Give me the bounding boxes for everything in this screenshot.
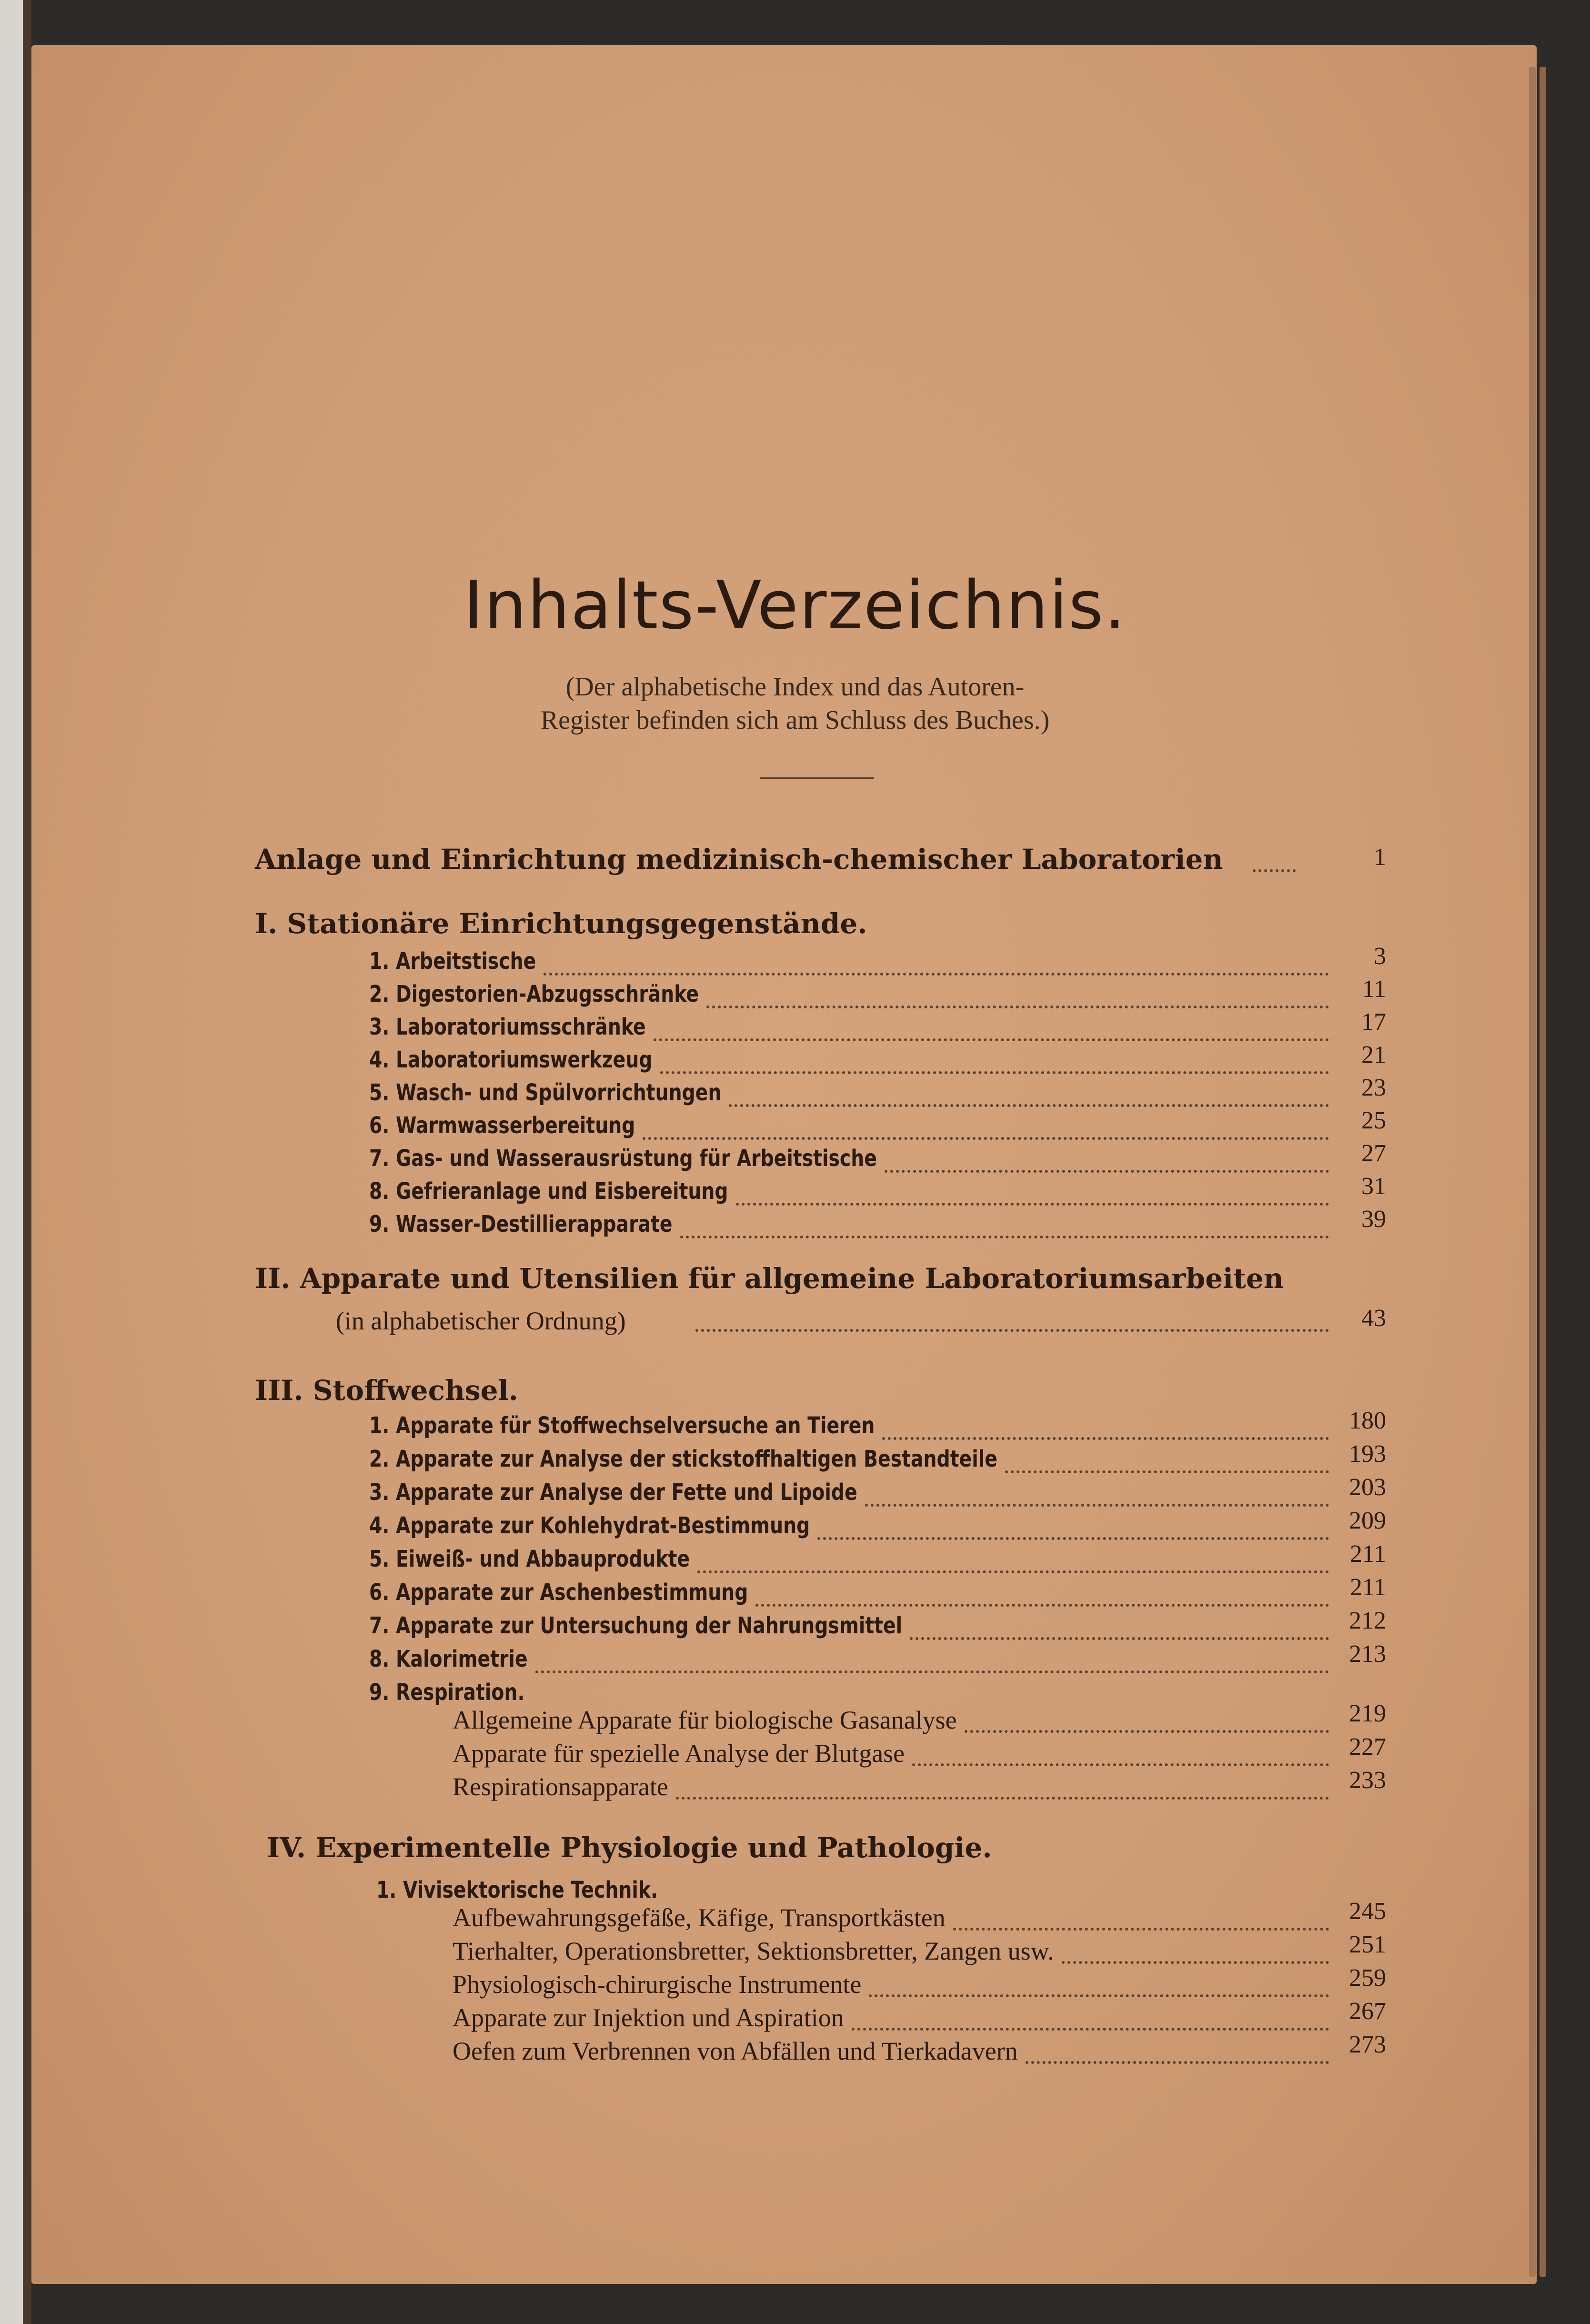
- toc-page-number: 17: [1361, 1008, 1386, 1036]
- toc-entry-text: 3. Apparate zur Analyse der Fette und Lipoide: [369, 1479, 857, 1506]
- toc-entry-text: (in alphabetischer Ordnung): [336, 1307, 626, 1335]
- leader-dots: [865, 1504, 1329, 1507]
- leader-dots: [910, 1637, 1329, 1640]
- binding-edge: [23, 0, 31, 2324]
- toc-entry-text: Apparate für spezielle Analyse der Blutgase: [453, 1739, 905, 1768]
- toc-entry-text: Allgemeine Apparate für biologische Gasanalyse: [453, 1706, 957, 1734]
- toc-entry-text: 9. Wasser-Destillierapparate: [369, 1211, 673, 1237]
- toc-entry-text: 8. Kalorimetrie: [369, 1646, 528, 1672]
- toc-entry-text: 2. Apparate zur Analyse der stickstoffhaltigen Bestandteile: [369, 1446, 997, 1472]
- toc-entry-text: 2. Digestorien-Abzugsschränke: [369, 981, 699, 1007]
- leader-dots: [543, 973, 1329, 976]
- leader-dots: [680, 1236, 1329, 1238]
- toc-page-number: 219: [1349, 1700, 1386, 1727]
- leader-dots: [852, 2028, 1329, 2031]
- leader-dots: [882, 1437, 1329, 1440]
- leader-dots: [660, 1071, 1329, 1074]
- toc-intro-title: Anlage und Einrichtung medizinisch-chemischer Laboratorien: [255, 843, 1223, 875]
- toc-entry-text: 6. Apparate zur Aschenbestimmung: [369, 1579, 748, 1606]
- leader-dots: [706, 1006, 1329, 1008]
- toc-page-number: 193: [1349, 1440, 1386, 1468]
- toc-entry-text: 6. Warmwasserbereitung: [369, 1112, 635, 1139]
- page-title: Inhalts-Verzeichnis.: [463, 567, 1127, 644]
- toc-page-number: 31: [1361, 1173, 1386, 1200]
- toc-entry-text: 3. Laboratoriumsschränke: [369, 1014, 646, 1040]
- toc-section-heading: IV. Experimentelle Physiologie und Pathologie.: [267, 1831, 992, 1864]
- toc-page-number: 251: [1349, 1931, 1386, 1958]
- toc-page-number: 212: [1349, 1607, 1386, 1634]
- toc-page-number: 1: [1374, 844, 1386, 871]
- toc-page-number: 39: [1361, 1206, 1386, 1233]
- toc-entry-text: 1. Apparate für Stoffwechselversuche an Tieren: [369, 1412, 875, 1439]
- leader-dots: [965, 1730, 1329, 1733]
- toc-page-number: 245: [1349, 1898, 1386, 1925]
- toc-page-number: 233: [1349, 1767, 1386, 1794]
- toc-section-heading: III. Stoffwechsel.: [255, 1374, 518, 1407]
- toc-page-number: 213: [1349, 1640, 1386, 1668]
- toc-page-number: 267: [1349, 1998, 1386, 2025]
- toc-section-heading: I. Stationäre Einrichtungsgegenstände.: [255, 907, 867, 940]
- toc-page-number: 227: [1349, 1733, 1386, 1761]
- toc-page-number: 180: [1349, 1407, 1386, 1434]
- toc-entry-text: Tierhalter, Operationsbretter, Sektionsbretter, Zangen usw.: [453, 1937, 1054, 1965]
- leader-dots: [676, 1797, 1329, 1800]
- toc-section-heading: II. Apparate und Utensilien für allgemeine Laboratoriumsarbeiten: [255, 1262, 1284, 1295]
- leader-dots: [953, 1928, 1329, 1931]
- toc-page-number: 27: [1361, 1140, 1386, 1167]
- toc-entry-text: Physiologisch-chirurgische Instrumente: [453, 1970, 862, 1999]
- toc-entry-text: Oefen zum Verbrennen von Abfällen und Tierkadavern: [453, 2037, 1018, 2065]
- leader-dots: [697, 1570, 1329, 1573]
- index-note-line-1: (Der alphabetische Index und das Autoren-: [565, 672, 1025, 702]
- toc-page-number: 25: [1361, 1107, 1386, 1134]
- toc-page-number: 209: [1349, 1507, 1386, 1534]
- toc-entry-text: 5. Wasch- und Spülvorrichtungen: [369, 1079, 722, 1106]
- leader-dots: [869, 1994, 1329, 1997]
- leader-dots: [885, 1170, 1329, 1173]
- toc-page-number: 11: [1362, 976, 1386, 1003]
- leader-dots: [535, 1670, 1329, 1673]
- toc-entry-text: 4. Apparate zur Kohlehydrat-Bestimmung: [369, 1512, 810, 1539]
- toc-page-number: 211: [1349, 1574, 1386, 1601]
- leader-dots: [729, 1104, 1329, 1107]
- leader-dots: [1253, 869, 1296, 872]
- divider-rule: [760, 777, 874, 779]
- leader-dots: [643, 1137, 1329, 1140]
- toc-entry-text: Apparate zur Injektion und Aspiration: [453, 2003, 844, 2032]
- toc-entry-text: Respirationsapparate: [453, 1772, 668, 1801]
- toc-entry-text: 7. Apparate zur Untersuchung der Nahrungsmittel: [369, 1612, 903, 1639]
- leader-dots: [1005, 1470, 1329, 1473]
- toc-page-number: 23: [1361, 1074, 1386, 1101]
- toc-entry-text: 1. Arbeitstische: [369, 948, 536, 975]
- toc-entry-text: 9. Respiration.: [369, 1679, 525, 1706]
- toc-page-number: 43: [1361, 1305, 1386, 1332]
- toc-entry-text: Aufbewahrungsgefäße, Käfige, Transportkästen: [453, 1903, 946, 1932]
- scan-margin: [0, 0, 23, 2324]
- page-edge: [1540, 67, 1546, 2277]
- index-note-line-2: Register befinden sich am Schluss des Buches.): [540, 705, 1050, 735]
- toc-page-number: 211: [1349, 1540, 1386, 1568]
- leader-dots: [736, 1203, 1329, 1206]
- leader-dots: [755, 1604, 1329, 1607]
- leader-dots: [912, 1763, 1329, 1766]
- toc-page-number: 21: [1361, 1041, 1386, 1068]
- toc-page-number: 203: [1349, 1474, 1386, 1501]
- toc-page-number: 273: [1349, 2031, 1386, 2058]
- toc-page-number: 3: [1374, 943, 1386, 970]
- toc-page-number: 259: [1349, 1964, 1386, 1992]
- toc-entry-text: 5. Eiweiß- und Abbauprodukte: [369, 1546, 690, 1572]
- leader-dots: [695, 1329, 1329, 1332]
- toc-entry-text: 8. Gefrieranlage und Eisbereitung: [369, 1178, 728, 1205]
- toc-entry-text: 7. Gas- und Wasserausrüstung für Arbeitstische: [369, 1145, 877, 1172]
- leader-dots: [1026, 2061, 1329, 2064]
- leader-dots: [1062, 1961, 1329, 1964]
- toc-entry-text: 1. Vivisektorische Technik.: [376, 1877, 658, 1903]
- toc-entry-text: 4. Laboratoriumswerkzeug: [369, 1046, 653, 1073]
- page-edge: [1529, 67, 1536, 2277]
- leader-dots: [817, 1537, 1329, 1540]
- leader-dots: [654, 1038, 1329, 1041]
